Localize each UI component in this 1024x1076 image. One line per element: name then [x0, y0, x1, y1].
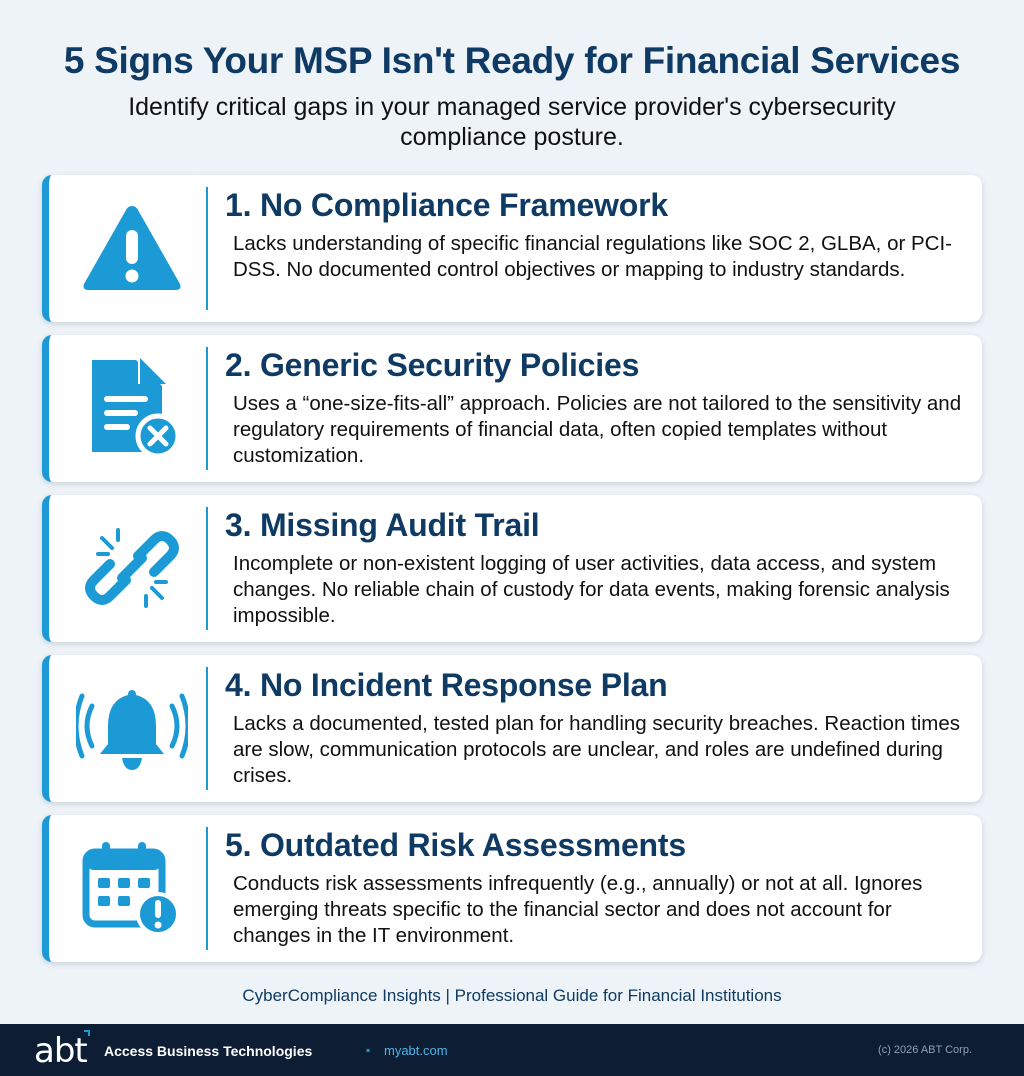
- card-description: Lacks a documented, tested plan for handling security breaches. Reaction times are slow, communication protocols are unclear, and roles are undefined during crises.: [233, 712, 961, 787]
- ringing-bell-icon: [67, 673, 197, 783]
- sign-card-3: [42, 495, 982, 642]
- page-subtitle: Identify critical gaps in your managed service provider's cybersecurity compliance posture.: [128, 93, 896, 151]
- sign-card-4: [42, 655, 982, 802]
- card-divider: [206, 667, 208, 790]
- logo-accent-icon: [84, 1030, 90, 1036]
- page-title: 5 Signs Your MSP Isn't Ready for Financial Services: [63, 40, 961, 81]
- warning-triangle-icon: [67, 193, 197, 303]
- card-divider: [206, 187, 208, 310]
- card-divider: [206, 827, 208, 950]
- card-title: 5. Outdated Risk Assessments: [225, 827, 686, 863]
- card-title: 3. Missing Audit Trail: [225, 507, 540, 543]
- card-title: 4. No Incident Response Plan: [225, 667, 668, 703]
- broken-link-icon: [67, 513, 197, 623]
- card-description: Incomplete or non-existent logging of user activities, data access, and system changes. No reliable chain of custody for data events, making forensic analysis impossible.: [233, 552, 950, 627]
- tagline: CyberCompliance Insights | Professional Guide for Financial Institutions: [242, 986, 782, 1005]
- card-description: Uses a “one-size-fits-all” approach. Policies are not tailored to the sensitivity and regulatory requirements of financial data, often copied templates without customization.: [233, 392, 962, 467]
- company-name: Access Business Technologies: [104, 1043, 313, 1059]
- signs-list: [42, 175, 982, 975]
- card-description: Lacks understanding of specific financial regulations like SOC 2, GLBA, or PCI-DSS. No documented control objectives or mapping to industry standards.: [233, 232, 952, 281]
- document-x-icon: [67, 353, 197, 463]
- card-description: Conducts risk assessments infrequently (e.g., annually) or not at all. Ignores emerging threats specific to the financial sector and does not account for changes in the IT environment.: [233, 872, 923, 947]
- bullet-icon: ▪: [366, 1043, 371, 1057]
- abt-logo: abt: [34, 1031, 87, 1071]
- card-title: 1. No Compliance Framework: [225, 187, 668, 223]
- website-link[interactable]: myabt.com: [384, 1043, 448, 1058]
- card-divider: [206, 347, 208, 470]
- card-title: 2. Generic Security Policies: [225, 347, 640, 383]
- sign-card-1: [42, 175, 982, 322]
- card-divider: [206, 507, 208, 630]
- calendar-alert-icon: [67, 833, 197, 943]
- footer-bar: [0, 1024, 1024, 1076]
- copyright: (c) 2026 ABT Corp.: [878, 1044, 972, 1056]
- sign-card-2: [42, 335, 982, 482]
- sign-card-5: [42, 815, 982, 962]
